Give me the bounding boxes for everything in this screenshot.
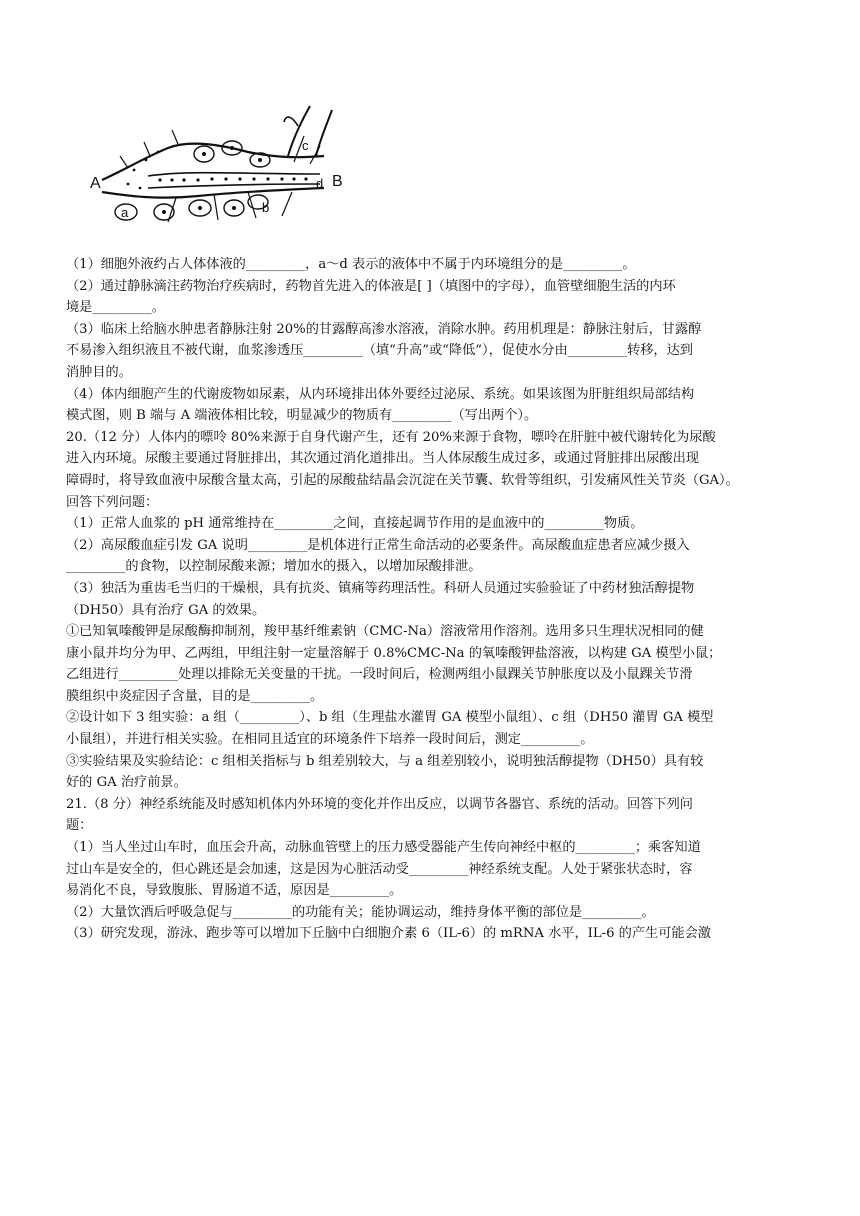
text-line: （2）大量饮酒后呼吸急促与_________的功能有关；能协调运动，维持身体平衡的部位是_________。 <box>66 904 655 920</box>
text-line: 小鼠组），并进行相关实验。在相同且适宜的环境条件下培养一段时间后，测定_________。 <box>66 732 594 748</box>
text-line: （DH50）具有治疗 GA 的效果。 <box>66 602 266 618</box>
label-A: A <box>90 175 101 192</box>
text-line: 20.（12 分）人体内的嘌呤 80%来源于自身代谢产生，还有 20%来源于食物，嘌呤在肝脏中被代谢转化为尿酸 <box>66 429 716 445</box>
text-line: 好的 GA 治疗前景。 <box>66 775 187 791</box>
text-line: 不易渗入组织液且不被代谢，血浆渗透压_________（填“升高”或“降低”），促使水分由_________转移，达到 <box>66 343 693 359</box>
text-line: （3）临床上给脑水肿患者静脉注射 20%的甘露醇高渗水溶液，消除水肿。药用机理是：静脉注射后，甘露醇 <box>66 321 702 337</box>
text-line: 消肿目的。 <box>66 364 132 380</box>
text-line: （4）体内细胞产生的代谢废物如尿素，从内环境排出体外要经过泌尿、系统。如果该图为肝脏组织局部结构 <box>66 386 695 402</box>
text-line: 膜组织中炎症因子含量，目的是_________。 <box>66 688 324 704</box>
text-line: （2）高尿酸血症引发 GA 说明_________是机体进行正常生命活动的必要条件。高尿酸血症患者应减少摄入 <box>66 537 690 553</box>
text-line: （3）研究发现，游泳、跑步等可以增加下丘脑中白细胞介素 6（IL-6）的 mRNA 水平，IL-6 的产生可能会激 <box>66 926 711 942</box>
text-line: 境是_________。 <box>66 300 165 316</box>
label-a: a <box>121 205 129 220</box>
text-line: 障碍时，将导致血液中尿酸含量太高，引起的尿酸盐结晶会沉淀在关节囊、软骨等组织，引发痛风性关节炎（GA）。 <box>66 472 739 488</box>
label-b: b <box>262 200 270 215</box>
text-line: ②设计如下 3 组实验：a 组（_________）、b 组（生理盐水灌胃 GA 模型小鼠组）、c 组（DH50 灌胃 GA 模型 <box>66 710 714 726</box>
label-c: c <box>302 138 309 153</box>
text-line: ①已知氧嗪酸钾是尿酸酶抑制剂，羧甲基纤维素钠（CMC-Na）溶液常用作溶剂。选用多只生理状况相同的健 <box>66 624 704 640</box>
question-text <box>66 254 796 945</box>
text-line: （3）独活为重齿毛当归的干燥根，具有抗炎、镇痛等药理活性。科研人员通过实验验证了中药材独活醇提物 <box>66 580 695 596</box>
text-line: _________的食物，以控制尿酸来源；增加水的摄入，以增加尿酸排泄。 <box>66 559 482 575</box>
text-line: 题： <box>66 818 93 834</box>
text-line: （1）细胞外液约占人体体液的_________，a～d 表示的液体中不属于内环境组分的是_________。 <box>66 257 636 272</box>
text-line: 进入内环境。尿酸主要通过肾脏排出，其次通过消化道排出。当人体尿酸生成过多，或通过肾脏排出尿酸出现 <box>66 451 699 467</box>
text-line: （2）通过静脉滴注药物治疗疾病时，药物首先进入的体液是[ ]（填图中的字母），血管壁细胞生活的内环 <box>66 278 676 294</box>
text-line: 回答下列问题： <box>66 494 159 510</box>
text-line: （1）当人坐过山车时，血压会升高，动脉血管壁上的压力感受器能产生传向神经中枢的_________；乘客知道 <box>66 840 701 856</box>
text-line: ③实验结果及实验结论：c 组相关指标与 b 组差别较大，与 a 组差别较小，说明独活醇提物（DH50）具有较 <box>66 753 704 769</box>
tissue-diagram <box>88 96 358 236</box>
text-line: 乙组进行_________处理以排除无关变量的干扰。一段时间后，检测两组小鼠踝关节肿胀度以及小鼠踝关节滑 <box>66 667 693 683</box>
text-line: 易消化不良，导致腹胀、胃肠道不适，原因是_________。 <box>66 883 403 899</box>
label-B: B <box>332 173 343 190</box>
text-line: 21.（8 分）神经系统能及时感知机体内外环境的变化并作出反应，以调节各器官、系统的活动。回答下列问 <box>66 796 693 812</box>
text-line: 模式图，则 B 端与 A 端液体相比较，明显减少的物质有_________（写出两个）。 <box>66 408 538 424</box>
label-d: d <box>316 176 324 191</box>
text-line: 过山车是安全的，但心跳还是会加速，这是因为心脏活动受_________神经系统支配。人处于紧张状态时，容 <box>66 861 693 877</box>
text-line: 康小鼠并均分为甲、乙两组，甲组注射一定量溶解于 0.8%CMC-Na 的氧嗪酸钾盐溶液，以构建 GA 模型小鼠； <box>66 645 722 661</box>
text-line: （1）正常人血浆的 pH 通常维持在_________之间，直接起调节作用的是血液中的_________物质。 <box>66 516 644 532</box>
